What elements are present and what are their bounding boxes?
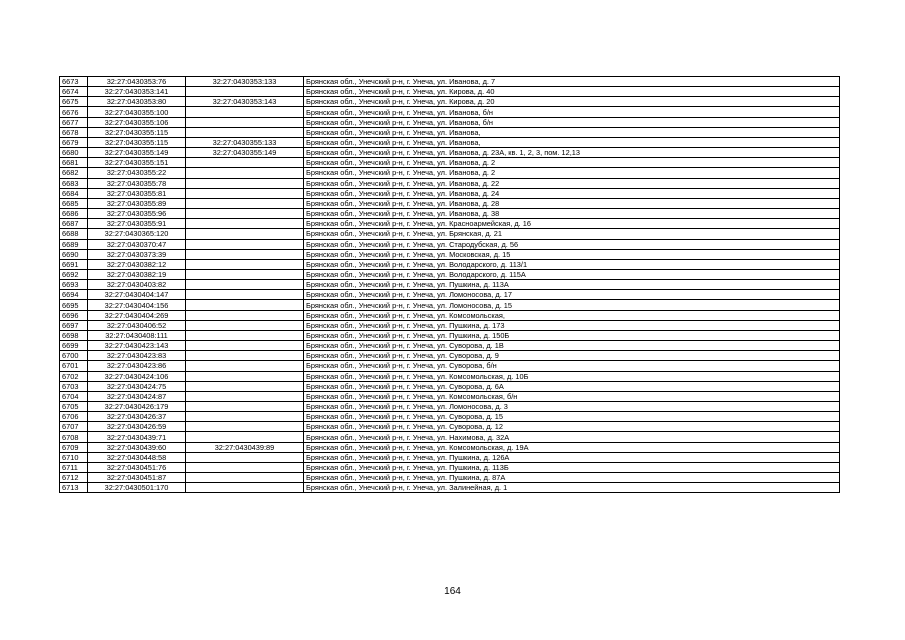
cadastral-number-cell: 32:27:0430426:37 xyxy=(88,412,186,422)
table-row xyxy=(60,259,840,269)
cadastral-number-cell: 32:27:0430404:156 xyxy=(88,300,186,310)
address-cell: Брянская обл., Унечский р-н, г. Унеча, ул. Ломоносова, д. 15 xyxy=(304,300,840,310)
table-row xyxy=(60,351,840,361)
cadastral-number-cell: 32:27:0430382:12 xyxy=(88,259,186,269)
registry-body xyxy=(60,77,840,493)
address-cell: Брянская обл., Унечский р-н, г. Унеча, ул. Иванова, д. 7 xyxy=(304,77,840,87)
record-number-cell: 6678 xyxy=(60,127,88,137)
address-cell: Брянская обл., Унечский р-н, г. Унеча, ул. Пушкина, д. 173 xyxy=(304,320,840,330)
cadastral-number-cell: 32:27:0430382:19 xyxy=(88,269,186,279)
table-row xyxy=(60,432,840,442)
record-number-cell: 6676 xyxy=(60,107,88,117)
address-cell: Брянская обл., Унечский р-н, г. Унеча, ул. Суворова, д. 12 xyxy=(304,422,840,432)
table-row xyxy=(60,402,840,412)
cadastral-number-cell: 32:27:0430423:86 xyxy=(88,361,186,371)
linked-cadastral-number-cell xyxy=(186,209,304,219)
table-row xyxy=(60,361,840,371)
record-number-cell: 6700 xyxy=(60,351,88,361)
table-row xyxy=(60,117,840,127)
address-cell: Брянская обл., Унечский р-н, г. Унеча, ул. Нахимова, д. 32А xyxy=(304,432,840,442)
linked-cadastral-number-cell: 32:27:0430355:149 xyxy=(186,148,304,158)
table-row xyxy=(60,452,840,462)
table-row xyxy=(60,188,840,198)
address-cell: Брянская обл., Унечский р-н, г. Унеча, ул. Иванова, д. 23А, кв. 1, 2, 3, пом. 12,13 xyxy=(304,148,840,158)
address-cell: Брянская обл., Унечский р-н, г. Унеча, ул. Ломоносова, д. 17 xyxy=(304,290,840,300)
address-cell: Брянская обл., Унечский р-н, г. Унеча, ул. Иванова, д. 38 xyxy=(304,209,840,219)
record-number-cell: 6692 xyxy=(60,269,88,279)
cadastral-number-cell: 32:27:0430355:115 xyxy=(88,137,186,147)
address-cell: Брянская обл., Унечский р-н, г. Унеча, ул. Суворова, д. 15 xyxy=(304,412,840,422)
linked-cadastral-number-cell xyxy=(186,280,304,290)
address-cell: Брянская обл., Унечский р-н, г. Унеча, ул. Залинейная, д. 1 xyxy=(304,483,840,493)
cadastral-number-cell: 32:27:0430451:87 xyxy=(88,473,186,483)
address-cell: Брянская обл., Унечский р-н, г. Унеча, ул. Суворова, б/н xyxy=(304,361,840,371)
address-cell: Брянская обл., Унечский р-н, г. Унеча, ул. Суворова, д. 9 xyxy=(304,351,840,361)
page-number: 164 xyxy=(444,586,461,597)
record-number-cell: 6709 xyxy=(60,442,88,452)
table-row xyxy=(60,391,840,401)
record-number-cell: 6697 xyxy=(60,320,88,330)
cadastral-number-cell: 32:27:0430423:143 xyxy=(88,341,186,351)
table-row xyxy=(60,462,840,472)
address-cell: Брянская обл., Унечский р-н, г. Унеча, ул. Суворова, д. 6А xyxy=(304,381,840,391)
record-number-cell: 6686 xyxy=(60,209,88,219)
table-row xyxy=(60,320,840,330)
linked-cadastral-number-cell xyxy=(186,330,304,340)
table-row xyxy=(60,198,840,208)
cadastral-number-cell: 32:27:0430426:179 xyxy=(88,402,186,412)
address-cell: Брянская обл., Унечский р-н, г. Унеча, ул. Ломоносова, д. 3 xyxy=(304,402,840,412)
record-number-cell: 6710 xyxy=(60,452,88,462)
address-cell: Брянская обл., Унечский р-н, г. Унеча, ул. Комсомольская, б/н xyxy=(304,391,840,401)
address-cell: Брянская обл., Унечский р-н, г. Унеча, ул. Пушкина, д. 113Б xyxy=(304,462,840,472)
linked-cadastral-number-cell xyxy=(186,391,304,401)
address-cell: Брянская обл., Унечский р-н, г. Унеча, ул. Иванова, д. 22 xyxy=(304,178,840,188)
cadastral-number-cell: 32:27:0430439:71 xyxy=(88,432,186,442)
cadastral-number-cell: 32:27:0430355:151 xyxy=(88,158,186,168)
linked-cadastral-number-cell xyxy=(186,320,304,330)
record-number-cell: 6699 xyxy=(60,341,88,351)
address-cell: Брянская обл., Унечский р-н, г. Унеча, ул. Иванова, д. 2 xyxy=(304,158,840,168)
table-row xyxy=(60,483,840,493)
linked-cadastral-number-cell xyxy=(186,473,304,483)
linked-cadastral-number-cell xyxy=(186,178,304,188)
table-row xyxy=(60,442,840,452)
table-row xyxy=(60,178,840,188)
cadastral-number-cell: 32:27:0430439:60 xyxy=(88,442,186,452)
cadastral-number-cell: 32:27:0430353:80 xyxy=(88,97,186,107)
table-row xyxy=(60,127,840,137)
cadastral-number-cell: 32:27:0430424:87 xyxy=(88,391,186,401)
linked-cadastral-number-cell xyxy=(186,158,304,168)
cadastral-number-cell: 32:27:0430353:76 xyxy=(88,77,186,87)
table-row xyxy=(60,77,840,87)
cadastral-number-cell: 32:27:0430426:59 xyxy=(88,422,186,432)
record-number-cell: 6698 xyxy=(60,330,88,340)
cadastral-number-cell: 32:27:0430404:147 xyxy=(88,290,186,300)
record-number-cell: 6673 xyxy=(60,77,88,87)
record-number-cell: 6691 xyxy=(60,259,88,269)
table-row xyxy=(60,473,840,483)
linked-cadastral-number-cell: 32:27:0430353:133 xyxy=(186,77,304,87)
table-row xyxy=(60,269,840,279)
table-row xyxy=(60,341,840,351)
cadastral-number-cell: 32:27:0430365:120 xyxy=(88,229,186,239)
address-cell: Брянская обл., Унечский р-н, г. Унеча, ул. Иванова, б/н xyxy=(304,117,840,127)
linked-cadastral-number-cell xyxy=(186,188,304,198)
record-number-cell: 6679 xyxy=(60,137,88,147)
address-cell: Брянская обл., Унечский р-н, г. Унеча, ул. Пушкина, д. 150Б xyxy=(304,330,840,340)
record-number-cell: 6712 xyxy=(60,473,88,483)
linked-cadastral-number-cell xyxy=(186,290,304,300)
table-row xyxy=(60,280,840,290)
cadastral-number-cell: 32:27:0430355:81 xyxy=(88,188,186,198)
address-cell: Брянская обл., Унечский р-н, г. Унеча, ул. Комсомольская, д. 10Б xyxy=(304,371,840,381)
linked-cadastral-number-cell xyxy=(186,198,304,208)
table-row xyxy=(60,158,840,168)
linked-cadastral-number-cell: 32:27:0430353:143 xyxy=(186,97,304,107)
record-number-cell: 6674 xyxy=(60,87,88,97)
record-number-cell: 6685 xyxy=(60,198,88,208)
address-cell: Брянская обл., Унечский р-н, г. Унеча, ул. Суворова, д. 1В xyxy=(304,341,840,351)
table-row xyxy=(60,381,840,391)
table-row xyxy=(60,239,840,249)
table-row xyxy=(60,87,840,97)
cadastral-number-cell: 32:27:0430355:100 xyxy=(88,107,186,117)
table-row xyxy=(60,371,840,381)
table-row xyxy=(60,168,840,178)
linked-cadastral-number-cell xyxy=(186,229,304,239)
record-number-cell: 6677 xyxy=(60,117,88,127)
cadastral-number-cell: 32:27:0430423:83 xyxy=(88,351,186,361)
record-number-cell: 6683 xyxy=(60,178,88,188)
address-cell: Брянская обл., Унечский р-н, г. Унеча, ул. Московская, д. 15 xyxy=(304,249,840,259)
record-number-cell: 6675 xyxy=(60,97,88,107)
cadastral-number-cell: 32:27:0430355:106 xyxy=(88,117,186,127)
table-row xyxy=(60,249,840,259)
cadastral-number-cell: 32:27:0430424:106 xyxy=(88,371,186,381)
record-number-cell: 6682 xyxy=(60,168,88,178)
cadastral-number-cell: 32:27:0430406:52 xyxy=(88,320,186,330)
record-number-cell: 6696 xyxy=(60,310,88,320)
address-cell: Брянская обл., Унечский р-н, г. Унеча, ул. Комсомольская, xyxy=(304,310,840,320)
cadastral-number-cell: 32:27:0430355:78 xyxy=(88,178,186,188)
record-number-cell: 6693 xyxy=(60,280,88,290)
record-number-cell: 6702 xyxy=(60,371,88,381)
address-cell: Брянская обл., Унечский р-н, г. Унеча, ул. Иванова, xyxy=(304,137,840,147)
address-cell: Брянская обл., Унечский р-н, г. Унеча, ул. Стародубская, д. 56 xyxy=(304,239,840,249)
record-number-cell: 6690 xyxy=(60,249,88,259)
record-number-cell: 6704 xyxy=(60,391,88,401)
cadastral-number-cell: 32:27:0430373:39 xyxy=(88,249,186,259)
record-number-cell: 6687 xyxy=(60,219,88,229)
linked-cadastral-number-cell xyxy=(186,422,304,432)
linked-cadastral-number-cell xyxy=(186,412,304,422)
cadastral-number-cell: 32:27:0430353:141 xyxy=(88,87,186,97)
record-number-cell: 6684 xyxy=(60,188,88,198)
cadastral-number-cell: 32:27:0430355:22 xyxy=(88,168,186,178)
cadastral-number-cell: 32:27:0430451:76 xyxy=(88,462,186,472)
table-row xyxy=(60,422,840,432)
record-number-cell: 6689 xyxy=(60,239,88,249)
table-row xyxy=(60,310,840,320)
cadastral-number-cell: 32:27:0430403:82 xyxy=(88,280,186,290)
table-row xyxy=(60,229,840,239)
table-row xyxy=(60,330,840,340)
linked-cadastral-number-cell xyxy=(186,127,304,137)
cadastral-number-cell: 32:27:0430355:115 xyxy=(88,127,186,137)
address-cell: Брянская обл., Унечский р-н, г. Унеча, ул. Брянская, д. 21 xyxy=(304,229,840,239)
record-number-cell: 6705 xyxy=(60,402,88,412)
table-row xyxy=(60,209,840,219)
table-row xyxy=(60,107,840,117)
cadastral-number-cell: 32:27:0430501:170 xyxy=(88,483,186,493)
linked-cadastral-number-cell xyxy=(186,351,304,361)
record-number-cell: 6695 xyxy=(60,300,88,310)
record-number-cell: 6688 xyxy=(60,229,88,239)
cadastral-number-cell: 32:27:0430355:149 xyxy=(88,148,186,158)
table-row xyxy=(60,148,840,158)
cadastral-number-cell: 32:27:0430355:91 xyxy=(88,219,186,229)
table-row xyxy=(60,97,840,107)
table-row xyxy=(60,137,840,147)
linked-cadastral-number-cell xyxy=(186,483,304,493)
address-cell: Брянская обл., Унечский р-н, г. Унеча, ул. Володарского, д. 113/1 xyxy=(304,259,840,269)
address-cell: Брянская обл., Унечский р-н, г. Унеча, ул. Комсомольская, д. 19А xyxy=(304,442,840,452)
address-cell: Брянская обл., Унечский р-н, г. Унеча, ул. Иванова, д. 2 xyxy=(304,168,840,178)
record-number-cell: 6711 xyxy=(60,462,88,472)
address-cell: Брянская обл., Унечский р-н, г. Унеча, ул. Володарского, д. 115А xyxy=(304,269,840,279)
cadastral-number-cell: 32:27:0430370:47 xyxy=(88,239,186,249)
linked-cadastral-number-cell xyxy=(186,107,304,117)
linked-cadastral-number-cell xyxy=(186,168,304,178)
linked-cadastral-number-cell xyxy=(186,300,304,310)
address-cell: Брянская обл., Унечский р-н, г. Унеча, ул. Иванова, б/н xyxy=(304,107,840,117)
record-number-cell: 6680 xyxy=(60,148,88,158)
cadastral-number-cell: 32:27:0430355:96 xyxy=(88,209,186,219)
cadastral-number-cell: 32:27:0430408:111 xyxy=(88,330,186,340)
cadastral-number-cell: 32:27:0430355:89 xyxy=(88,198,186,208)
record-number-cell: 6713 xyxy=(60,483,88,493)
linked-cadastral-number-cell xyxy=(186,239,304,249)
address-cell: Брянская обл., Унечский р-н, г. Унеча, ул. Иванова, д. 28 xyxy=(304,198,840,208)
linked-cadastral-number-cell xyxy=(186,452,304,462)
linked-cadastral-number-cell xyxy=(186,87,304,97)
table-row xyxy=(60,412,840,422)
cadastral-number-cell: 32:27:0430404:269 xyxy=(88,310,186,320)
linked-cadastral-number-cell xyxy=(186,259,304,269)
table-row xyxy=(60,219,840,229)
linked-cadastral-number-cell xyxy=(186,361,304,371)
record-number-cell: 6694 xyxy=(60,290,88,300)
record-number-cell: 6707 xyxy=(60,422,88,432)
table-row xyxy=(60,300,840,310)
linked-cadastral-number-cell xyxy=(186,341,304,351)
linked-cadastral-number-cell: 32:27:0430439:89 xyxy=(186,442,304,452)
linked-cadastral-number-cell xyxy=(186,249,304,259)
address-cell: Брянская обл., Унечский р-н, г. Унеча, ул. Иванова, xyxy=(304,127,840,137)
record-number-cell: 6708 xyxy=(60,432,88,442)
address-cell: Брянская обл., Унечский р-н, г. Унеча, ул. Пушкина, д. 87А xyxy=(304,473,840,483)
cadastral-number-cell: 32:27:0430424:75 xyxy=(88,381,186,391)
linked-cadastral-number-cell xyxy=(186,381,304,391)
record-number-cell: 6681 xyxy=(60,158,88,168)
cadastral-number-cell: 32:27:0430448:58 xyxy=(88,452,186,462)
linked-cadastral-number-cell xyxy=(186,219,304,229)
address-cell: Брянская обл., Унечский р-н, г. Унеча, ул. Красноармейская, д. 16 xyxy=(304,219,840,229)
linked-cadastral-number-cell xyxy=(186,310,304,320)
linked-cadastral-number-cell xyxy=(186,402,304,412)
registry-table xyxy=(59,76,840,493)
address-cell: Брянская обл., Унечский р-н, г. Унеча, ул. Кирова, д. 40 xyxy=(304,87,840,97)
address-cell: Брянская обл., Унечский р-н, г. Унеча, ул. Пушкина, д. 113А xyxy=(304,280,840,290)
record-number-cell: 6701 xyxy=(60,361,88,371)
linked-cadastral-number-cell: 32:27:0430355:133 xyxy=(186,137,304,147)
linked-cadastral-number-cell xyxy=(186,371,304,381)
address-cell: Брянская обл., Унечский р-н, г. Унеча, ул. Иванова, д. 24 xyxy=(304,188,840,198)
address-cell: Брянская обл., Унечский р-н, г. Унеча, ул. Кирова, д. 20 xyxy=(304,97,840,107)
record-number-cell: 6706 xyxy=(60,412,88,422)
linked-cadastral-number-cell xyxy=(186,117,304,127)
linked-cadastral-number-cell xyxy=(186,269,304,279)
table-row xyxy=(60,290,840,300)
linked-cadastral-number-cell xyxy=(186,432,304,442)
address-cell: Брянская обл., Унечский р-н, г. Унеча, ул. Пушкина, д. 126А xyxy=(304,452,840,462)
record-number-cell: 6703 xyxy=(60,381,88,391)
linked-cadastral-number-cell xyxy=(186,462,304,472)
